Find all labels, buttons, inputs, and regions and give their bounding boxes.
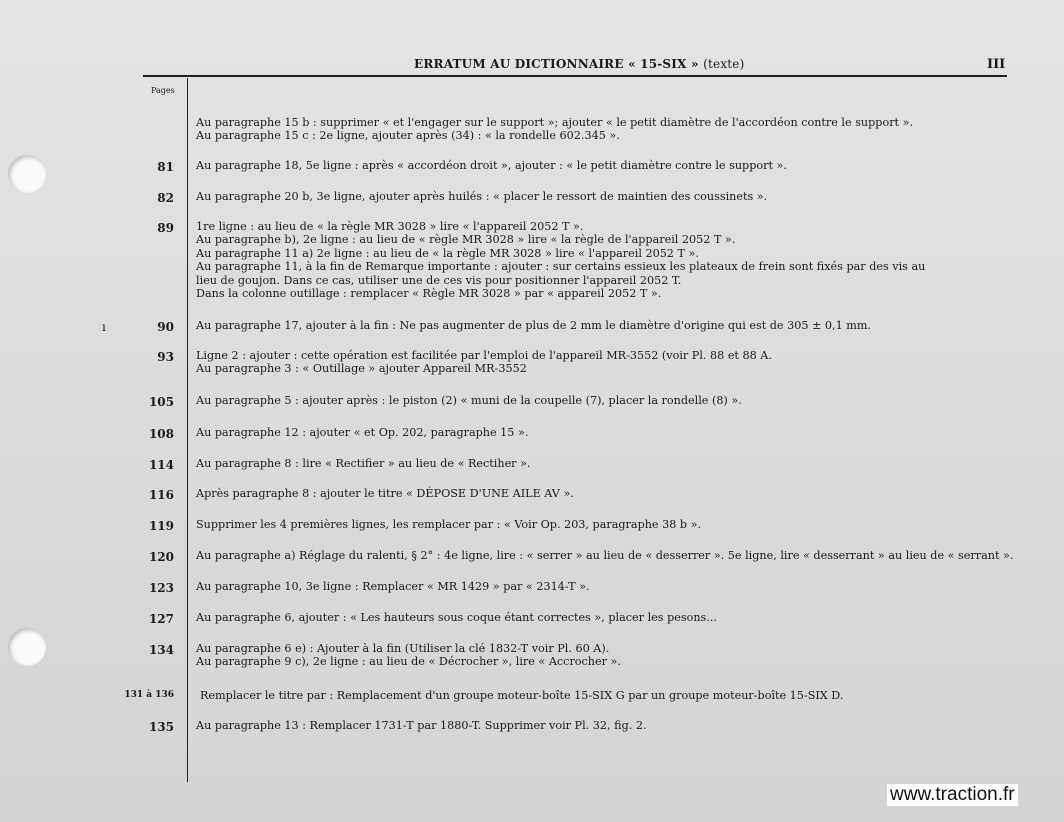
erratum-line: 1re ligne : au lieu de « la règle MR 3028 » lire « l'appareil 2052 T ». — [196, 220, 584, 233]
page-reference: 127 — [148, 612, 174, 626]
erratum-text — [196, 549, 1014, 562]
erratum-text — [196, 159, 1011, 172]
erratum-text — [196, 426, 1011, 439]
page-reference: 134 — [148, 643, 174, 657]
erratum-text — [196, 116, 1011, 143]
erratum-text — [196, 642, 1011, 669]
erratum-line: Au paragraphe 6 e) : Ajouter à la fin (Utiliser la clé 1832-T voir Pl. 60 A). — [196, 642, 610, 655]
erratum-text — [196, 394, 1011, 407]
erratum-line: Au paragraphe 10, 3e ligne : Remplacer « MR 1429 » par « 2314-T ». — [196, 580, 590, 593]
column-divider — [187, 78, 188, 782]
page-reference: 120 — [148, 550, 174, 564]
erratum-line: lieu de goujon. Dans ce cas, utiliser une de ces vis pour positionner l'appareil 2052 T. — [196, 273, 682, 287]
erratum-text — [196, 487, 1011, 500]
page-reference: 93 — [157, 350, 174, 364]
erratum-text — [196, 518, 1011, 531]
erratum-text — [196, 220, 1011, 300]
erratum-line: Au paragraphe a) Réglage du ralenti, § 2° : 4e ligne, lire : « serrer » au lieu de « desserrer ». 5e ligne, lire « desserrant » au lieu de « serrant ». — [196, 549, 1014, 562]
page-reference: 81 — [157, 160, 174, 174]
erratum-line: Au paragraphe 9 c), 2e ligne : au lieu de « Décrocher », lire « Accrocher ». — [196, 655, 621, 669]
page-number: III — [987, 57, 1006, 72]
erratum-line: Au paragraphe 3 : « Outillage » ajouter Appareil MR-3552 — [196, 362, 527, 376]
margin-mark: ı — [102, 320, 106, 334]
erratum-text — [196, 319, 1011, 332]
title-sub: (texte) — [703, 57, 745, 71]
erratum-line: Au paragraphe 15 b : supprimer « et l'engager sur le support »; ajouter « le petit diamètre de l'accordéon contre le support ». — [196, 116, 913, 129]
erratum-line: Remplacer le titre par : Remplacement d'un groupe moteur-boîte 15-SIX G par un groupe moteur-boîte 15-SIX D. — [200, 689, 844, 702]
erratum-text — [196, 457, 1011, 470]
erratum-line: Supprimer les 4 premières lignes, les remplacer par : « Voir Op. 203, paragraphe 38 b ». — [196, 518, 702, 531]
erratum-line: Au paragraphe 18, 5e ligne : après « accordéon droit », ajouter : « le petit diamètre contre le support ». — [196, 159, 787, 172]
erratum-line: Au paragraphe 17, ajouter à la fin : Ne pas augmenter de plus de 2 mm le diamètre d'origine qui est de 305 ± 0,1 mm. — [196, 319, 872, 332]
page-reference: 116 — [148, 488, 174, 502]
binder-hole-top — [8, 155, 46, 193]
title-main: ERRATUM AU DICTIONNAIRE « 15-SIX » — [414, 57, 699, 71]
erratum-line: Au paragraphe 6, ajouter : « Les hauteurs sous coque étant correctes », placer les pesons... — [196, 611, 717, 624]
watermark: www.traction.fr — [887, 784, 1018, 806]
erratum-line: Au paragraphe 5 : ajouter après : le piston (2) « muni de la coupelle (7), placer la rondelle (8) ». — [196, 394, 742, 407]
page-reference: 123 — [148, 581, 174, 595]
erratum-line: Ligne 2 : ajouter : cette opération est facilitée par l'emploi de l'appareil MR-3552 (voir Pl. 88 et 88 A. — [196, 349, 772, 362]
page-reference: 119 — [148, 519, 174, 533]
erratum-line: Au paragraphe 20 b, 3e ligne, ajouter après huilés : « placer le ressort de maintien des coussinets ». — [196, 190, 768, 203]
erratum-line: Dans la colonne outillage : remplacer « Règle MR 3028 » par « appareil 2052 T ». — [196, 287, 662, 301]
erratum-text — [196, 719, 1011, 732]
page-reference: 114 — [148, 458, 174, 472]
erratum-line: Au paragraphe b), 2e ligne : au lieu de « règle MR 3028 » lire « la règle de l'appareil 2052 T ». — [196, 233, 736, 247]
erratum-text — [196, 190, 1011, 203]
erratum-text — [196, 611, 1011, 624]
erratum-line: Au paragraphe 11 a) 2e ligne : au lieu de « la règle MR 3028 » lire « l'appareil 2052 T ». — [196, 246, 699, 260]
erratum-line: Au paragraphe 13 : Remplacer 1731-T par 1880-T. Supprimer voir Pl. 32, fig. 2. — [196, 719, 647, 732]
erratum-text — [200, 689, 1015, 702]
pages-column-label: Pages — [151, 86, 175, 95]
erratum-line: Au paragraphe 11, à la fin de Remarque importante : ajouter : sur certains essieux les plateaux de frein sont fixés par des vis au — [196, 260, 926, 274]
header-rule — [143, 75, 1007, 77]
page-reference: 89 — [157, 221, 174, 235]
page-reference: 135 — [148, 720, 174, 734]
erratum-text — [196, 349, 1011, 376]
binder-hole-bottom — [8, 628, 46, 666]
erratum-line: Au paragraphe 8 : lire « Rectifier » au lieu de « Rectiher ». — [196, 457, 531, 470]
page-reference: 82 — [157, 191, 174, 205]
page-reference: 105 — [148, 395, 174, 409]
erratum-line: Au paragraphe 12 : ajouter « et Op. 202, paragraphe 15 ». — [196, 426, 529, 439]
page-reference: 90 — [157, 320, 174, 334]
page-reference: 131 à 136 — [124, 690, 174, 700]
erratum-text — [196, 580, 1011, 593]
erratum-line: Après paragraphe 8 : ajouter le titre « DÉPOSE D'UNE AILE AV ». — [196, 487, 574, 500]
page-reference: 108 — [148, 427, 174, 441]
erratum-line: Au paragraphe 15 c : 2e ligne, ajouter après (34) : « la rondelle 602.345 ». — [196, 129, 620, 143]
page-title — [414, 57, 745, 71]
